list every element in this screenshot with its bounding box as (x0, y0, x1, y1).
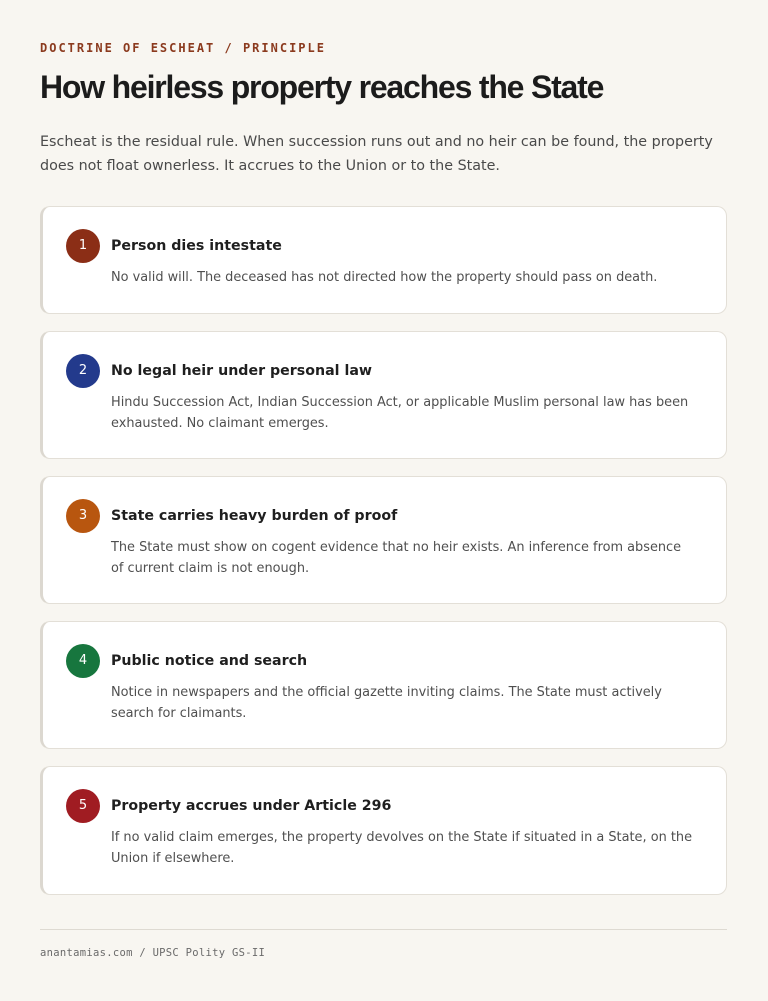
step-description: Hindu Succession Act, Indian Succession Act, or applicable Muslim personal law has been exhausted. No claimant emerges. (111, 395, 689, 431)
step-number-badge: 5 (66, 789, 100, 823)
step-title: Property accrues under Article 296 (111, 798, 392, 814)
footer-divider (40, 929, 727, 930)
step-number-badge: 4 (66, 644, 100, 678)
step-title: Person dies intestate (111, 238, 282, 254)
step-number-badge: 3 (66, 499, 100, 533)
footer-credit: anantamias.com / UPSC Polity GS-II (40, 947, 266, 959)
step-number-badge: 2 (66, 354, 100, 388)
step-title: State carries heavy burden of proof (111, 508, 398, 524)
step-description: Notice in newspapers and the official gazette inviting claims. The State must actively search for claimants. (111, 685, 662, 721)
step-card-5 (40, 766, 727, 895)
step-title: No legal heir under personal law (111, 363, 373, 379)
eyebrow: DOCTRINE OF ESCHEAT / PRINCIPLE (40, 41, 326, 55)
step-card-4 (40, 621, 727, 749)
step-number-badge: 1 (66, 229, 100, 263)
step-description: If no valid claim emerges, the property devolves on the State if situated in a State, on the Union if elsewhere. (111, 830, 692, 866)
intro-paragraph: Escheat is the residual rule. When succession runs out and no heir can be found, the property does not float ownerless. It accrues to the Union or to the State. (40, 134, 713, 174)
page-title: How heirless property reaches the State (40, 69, 604, 105)
step-card-1 (40, 206, 727, 314)
step-card-3 (40, 476, 727, 604)
step-description: No valid will. The deceased has not directed how the property should pass on death. (111, 270, 658, 285)
step-card-2 (40, 331, 727, 459)
step-title: Public notice and search (111, 653, 308, 669)
step-description: The State must show on cogent evidence that no heir exists. An inference from absence of current claim is not enough. (111, 540, 682, 576)
